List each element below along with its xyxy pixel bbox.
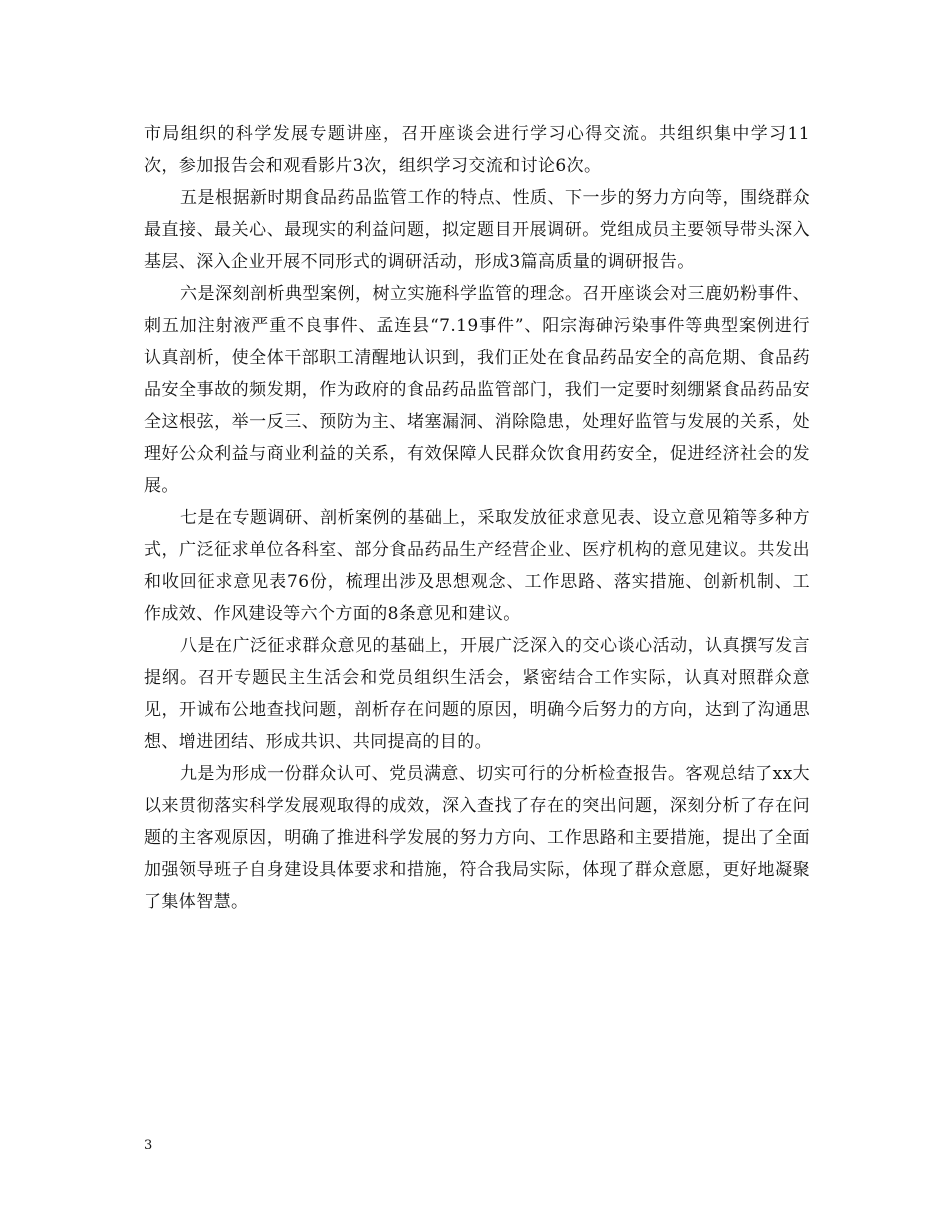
paragraph-5: 八是在广泛征求群众意见的基础上，开展广泛深入的交心谈心活动，认真撰写发言提纲。召开专题民主生活会和党员组织生活会，紧密结合工作实际，认真对照群众意见，开诚布公地查找问题，剖析存在问题的原因，明确今后努力的方向，达到了沟通思想、增进团结、形成共识、共同提高的目的。 <box>144 636 810 752</box>
page-number: 3 <box>144 1138 153 1153</box>
paragraph-4: 七是在专题调研、剖析案例的基础上，采取发放征求意见表、设立意见箱等多种方式，广泛征求单位各科室、部分食品药品生产经营企业、医疗机构的意见建议。共发出和收回征求意见表76份，梳理出涉及思想观念、工作思路、落实措施、创新机制、工作成效、作风建设等六个方面的8条意见和建议。 <box>144 508 810 624</box>
paragraph-1: 市局组织的科学发展专题讲座，召开座谈会进行学习心得交流。共组织集中学习11次，参加报告会和观看影片3次，组织学习交流和讨论6次。 <box>144 124 810 176</box>
paragraph-3: 六是深刻剖析典型案例，树立实施科学监管的理念。召开座谈会对三鹿奶粉事件、刺五加注射液严重不良事件、孟连县“7.19事件”、阳宗海砷污染事件等典型案例进行认真剖析，使全体干部职工清醒地认识到，我们正处在食品药品安全的高危期、食品药品安全事故的频发期，作为政府的食品药品监管部门，我们一定要时刻绷紧食品药品安全这根弦，举一反三、预防为主、堵塞漏洞、消除隐患，处理好监管与发展的关系，处理好公众利益与商业利益的关系，有效保障人民群众饮食用药安全，促进经济社会的发展。 <box>144 284 810 496</box>
paragraph-6: 九是为形成一份群众认可、党员满意、切实可行的分析检查报告。客观总结了xx大以来贯彻落实科学发展观取得的成效，深入查找了存在的突出问题，深刻分析了存在问题的主客观原因，明确了推进科学发展的努力方向、工作思路和主要措施，提出了全面加强领导班子自身建设具体要求和措施，符合我局实际，体现了群众意愿，更好地凝聚了集体智慧。 <box>144 764 810 912</box>
document-body <box>144 118 810 918</box>
paragraph-2: 五是根据新时期食品药品监管工作的特点、性质、下一步的努力方向等，围绕群众最直接、最关心、最现实的利益问题，拟定题目开展调研。党组成员主要领导带头深入基层、深入企业开展不同形式的调研活动，形成3篇高质量的调研报告。 <box>144 188 810 272</box>
